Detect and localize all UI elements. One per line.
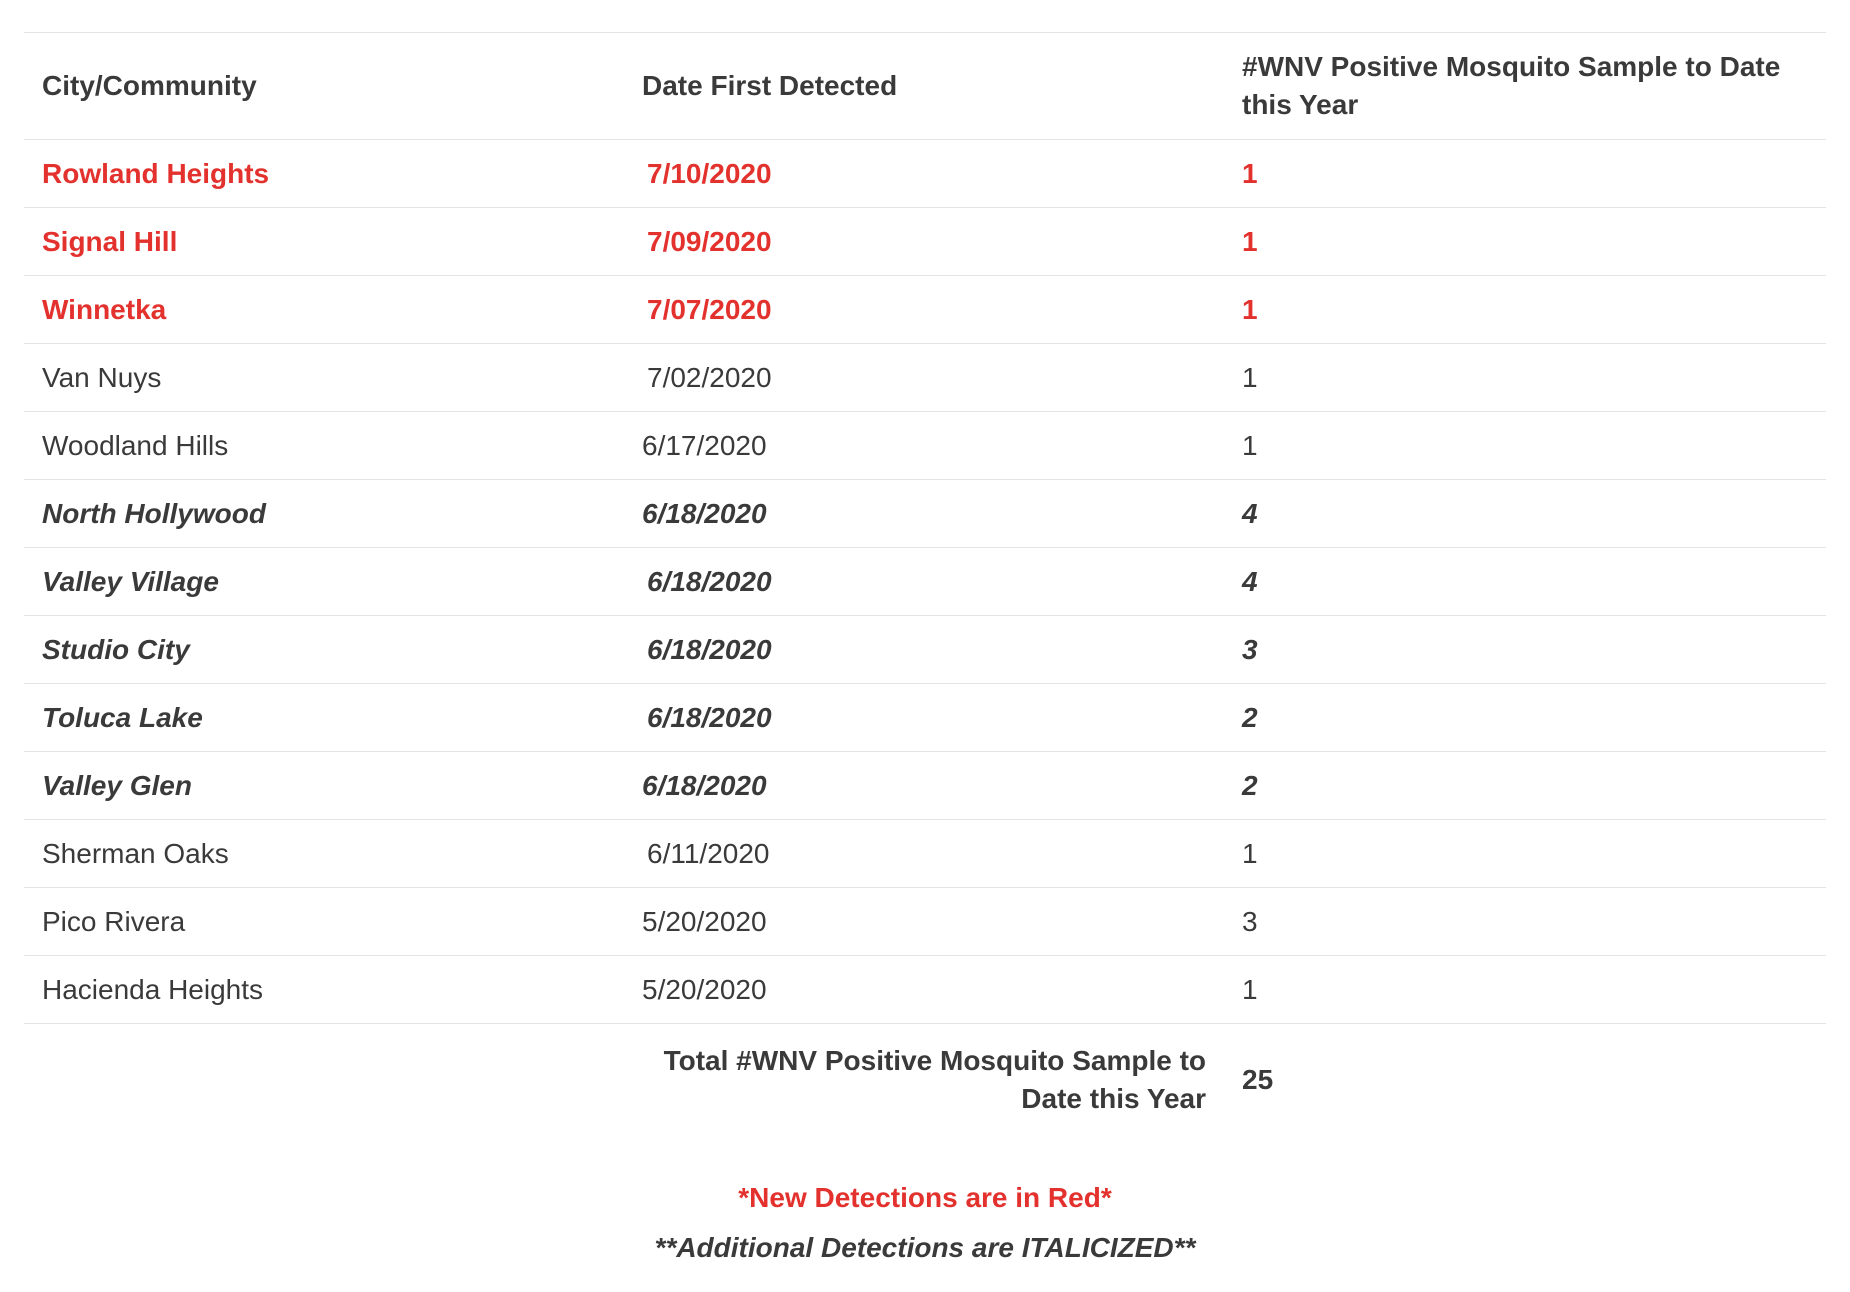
new-detections-note: *New Detections are in Red*: [738, 1182, 1112, 1213]
table-row: [24, 344, 1826, 412]
cell-date: 6/18/2020: [647, 633, 772, 665]
cell-count: 4: [1242, 565, 1258, 597]
cell-city: Valley Glen: [42, 769, 192, 801]
header-city: City/Community: [42, 70, 257, 101]
cell-city: Winnetka: [42, 293, 167, 325]
cell-city: Toluca Lake: [42, 701, 203, 733]
cell-count: 1: [1242, 225, 1258, 257]
cell-date: 5/20/2020: [642, 973, 767, 1005]
cell-city: Van Nuys: [42, 361, 162, 393]
cell-count: 1: [1242, 429, 1258, 461]
cell-count: 3: [1242, 905, 1258, 937]
table-row: [24, 140, 1826, 208]
cell-count: 1: [1242, 293, 1258, 325]
cell-count: 1: [1242, 361, 1258, 393]
cell-count: 1: [1242, 837, 1258, 869]
cell-date: 6/18/2020: [647, 565, 772, 597]
cell-date: 6/11/2020: [647, 837, 770, 869]
cell-city: Studio City: [42, 633, 190, 665]
header-date: Date First Detected: [642, 70, 898, 101]
table-row: [24, 956, 1826, 1024]
table-row: [24, 684, 1826, 752]
table-row: [24, 820, 1826, 888]
cell-date: 6/18/2020: [642, 497, 767, 529]
cell-city: Signal Hill: [42, 225, 178, 257]
cell-date: 6/18/2020: [642, 769, 767, 801]
cell-date: 7/02/2020: [647, 361, 772, 393]
cell-count: 2: [1242, 701, 1258, 733]
table-row: [24, 412, 1826, 480]
additional-detections-note: **Additional Detections are ITALICIZED**: [654, 1232, 1196, 1263]
cell-city: North Hollywood: [42, 497, 266, 529]
table-row: [24, 616, 1826, 684]
cell-count: 2: [1242, 769, 1258, 801]
table-body: [24, 140, 1826, 1119]
cell-count: 3: [1242, 633, 1258, 665]
total-value: 25: [1242, 1064, 1274, 1095]
cell-date: 5/20/2020: [642, 905, 767, 937]
header-count: #WNV Positive Mosquito Sample to Date this Year: [1242, 51, 1781, 120]
table-row: [24, 548, 1826, 616]
cell-count: 1: [1242, 973, 1258, 1005]
cell-city: Pico Rivera: [42, 905, 186, 937]
wnv-detections-table: [24, 32, 1826, 1118]
cell-date: 7/10/2020: [647, 157, 772, 189]
total-spacer: [24, 1024, 624, 1119]
cell-city: Valley Village: [42, 565, 219, 597]
cell-date: 6/18/2020: [647, 701, 772, 733]
table-row: [24, 208, 1826, 276]
wnv-detections-table-container: [24, 32, 1826, 1118]
table-row: [24, 276, 1826, 344]
cell-date: 7/07/2020: [647, 293, 772, 325]
table-header-row: [24, 33, 1826, 140]
table-row: [24, 888, 1826, 956]
table-row: [24, 480, 1826, 548]
cell-count: 4: [1242, 497, 1258, 529]
cell-city: Hacienda Heights: [42, 973, 264, 1005]
cell-date: 6/17/2020: [642, 429, 767, 461]
cell-date: 7/09/2020: [647, 225, 772, 257]
cell-city: Woodland Hills: [42, 429, 229, 461]
total-label: Total #WNV Positive Mosquito Sample to Date this Year: [663, 1045, 1206, 1114]
cell-city: Sherman Oaks: [42, 837, 229, 869]
table-row: [24, 752, 1826, 820]
cell-city: Rowland Heights: [42, 157, 270, 189]
total-row: [24, 1024, 1826, 1119]
cell-count: 1: [1242, 157, 1258, 189]
